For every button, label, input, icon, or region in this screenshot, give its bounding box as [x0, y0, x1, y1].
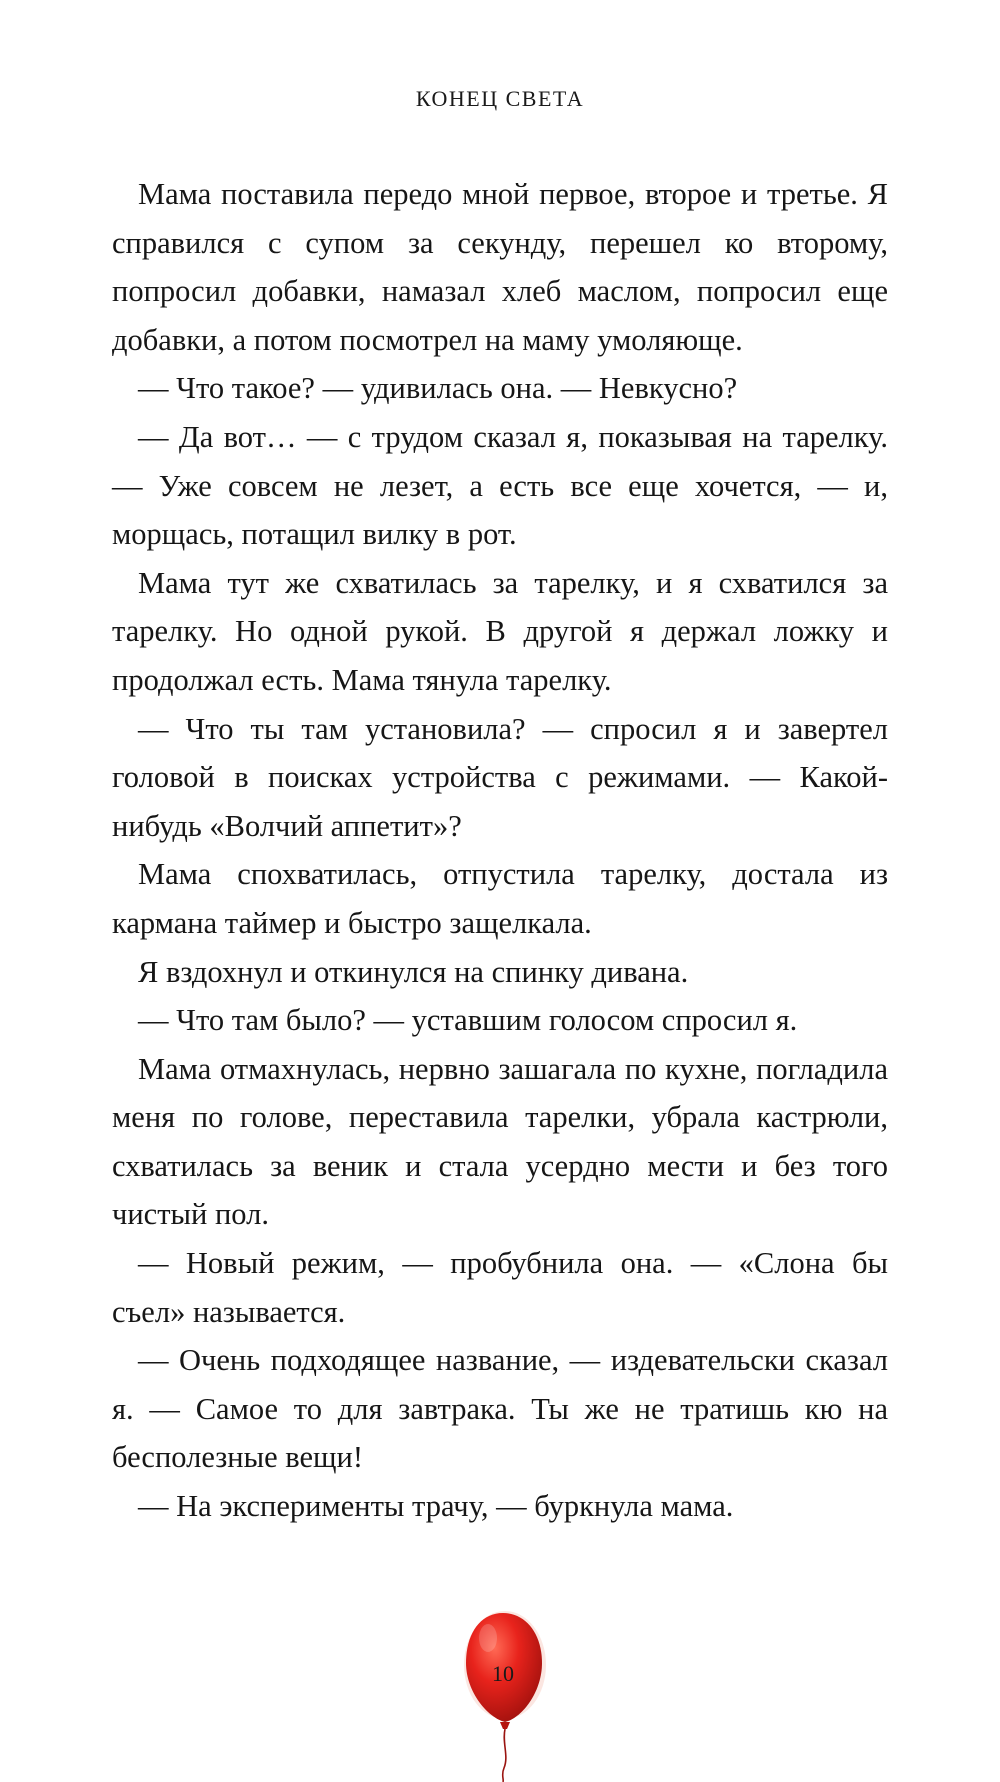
paragraph: Мама поставила передо мной первое, второе и третье. Я справился с супом за секунду, перешел ко второму, попросил добавки, намазал хлеб маслом, попросил еще добавки, а потом посмотрел на маму умоляюще. [112, 177, 888, 357]
paragraph: — Что такое? — удивилась она. — Невкусно? [138, 371, 738, 406]
paragraph: — Новый режим, — пробубнила она. — «Слона бы съел» называется. [112, 1246, 888, 1329]
paragraph: — Что ты там установила? — спросил я и завертел головой в поисках устройства с режимами. — Какой-нибудь «Волчий аппетит»? [112, 711, 888, 843]
paragraph: — Что там было? — уставшим голосом спросил я. [138, 1003, 798, 1038]
page-number: 10 [492, 1661, 514, 1686]
paragraph: Мама отмахнулась, нервно зашагала по кухне, погладила меня по голове, переставила тарелки, убрала кастрюли, схватилась за веник и стала усердно мести и без того чистый пол. [112, 1051, 888, 1232]
page-number-balloon [458, 1608, 548, 1782]
red-balloon-icon [458, 1608, 548, 1782]
paragraph: Я вздохнул и откинулся на спинку дивана. [138, 954, 689, 989]
paragraph: Мама тут же схватилась за тарелку, и я схватился за тарелку. Но одной рукой. В другой я держал ложку и продолжал есть. Мама тянула тарелку. [112, 565, 888, 697]
paragraph: Мама спохватилась, отпустила тарелку, достала из кармана таймер и быстро защелкала. [112, 857, 888, 940]
paragraph: — Очень подходящее название, — издевательски сказал я. — Самое то для завтрака. Ты же не тратишь кю на бесполезные вещи! [112, 1343, 888, 1475]
running-title: КОНЕЦ СВЕТА [415, 86, 585, 111]
body-text [112, 170, 888, 1531]
paragraph: — Да вот… — с трудом сказал я, показывая на тарелку. — Уже совсем не лезет, а есть все еще хочется, — и, морщась, потащил вилку в рот. [112, 419, 888, 552]
paragraph: — На эксперименты трачу, — буркнула мама. [138, 1489, 734, 1524]
